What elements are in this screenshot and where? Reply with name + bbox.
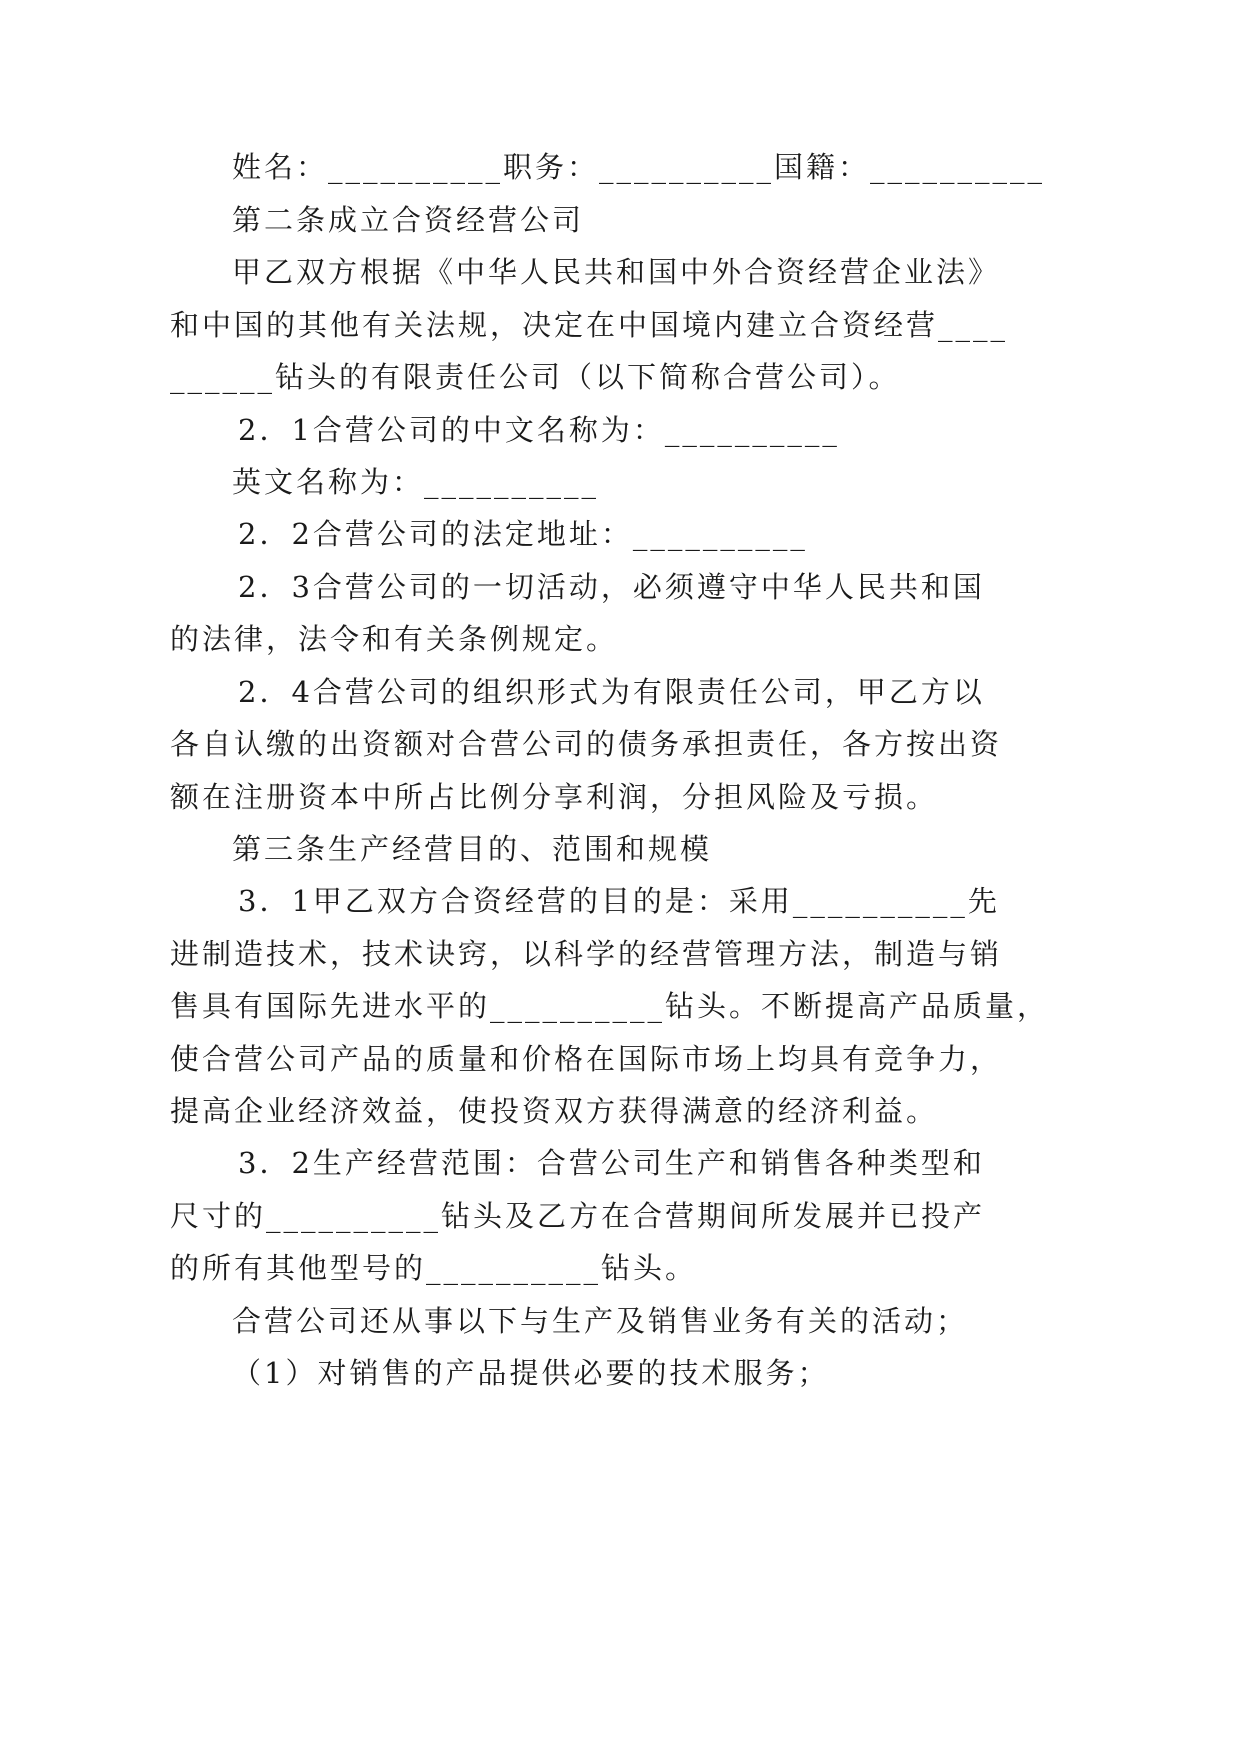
text-line: 2．4合营公司的组织形式为有限责任公司，甲乙方以 [238,675,985,709]
text-line: 合营公司还从事以下与生产及销售业务有关的活动； [232,1304,969,1338]
list-item: （1）对销售的产品提供必要的技术服务； [232,1356,830,1390]
text-line: 各自认缴的出资额对合营公司的债务承担责任，各方按出资 [170,727,1003,761]
text-line: 额在注册资本中所占比例分享利润，分担风险及亏损。 [170,780,939,814]
section-heading: 第二条成立合资经营公司 [232,203,585,237]
text-line: 姓名：__________职务：__________国籍：__________ [232,150,1046,184]
text-line: 3．2生产经营范围：合营公司生产和销售各种类型和 [238,1146,985,1180]
text-line: 3．1甲乙双方合资经营的目的是：采用__________先 [238,884,1000,918]
section-heading: 第三条生产经营目的、范围和规模 [232,832,713,866]
text-line: 使合营公司产品的质量和价格在国际市场上均具有竞争力， [170,1042,1003,1076]
text-line: 2．3合营公司的一切活动，必须遵守中华人民共和国 [238,570,985,604]
text-line: 进制造技术，技术诀窍，以科学的经营管理方法，制造与销 [170,937,1003,971]
text-line: 售具有国际先进水平的__________钻头。不断提高产品质量， [170,989,1050,1023]
text-line: 甲乙双方根据《中华人民共和国中外合资经营企业法》 [232,255,1001,289]
text-line: 2．2合营公司的法定地址：__________ [238,517,808,551]
text-line: 的法律，法令和有关条例规定。 [170,622,619,656]
text-line: 英文名称为：__________ [232,465,600,499]
text-line: ______钻头的有限责任公司（以下简称合营公司）。 [170,360,901,394]
text-line: 2．1合营公司的中文名称为：__________ [238,413,840,447]
text-line: 提高企业经济效益，使投资双方获得满意的经济利益。 [170,1094,939,1128]
text-line: 和中国的其他有关法规，决定在中国境内建立合资经营____ [170,308,1009,342]
text-line: 的所有其他型号的__________钻头。 [170,1251,698,1285]
text-line: 尺寸的__________钻头及乙方在合营期间所发展并已投产 [170,1199,986,1233]
